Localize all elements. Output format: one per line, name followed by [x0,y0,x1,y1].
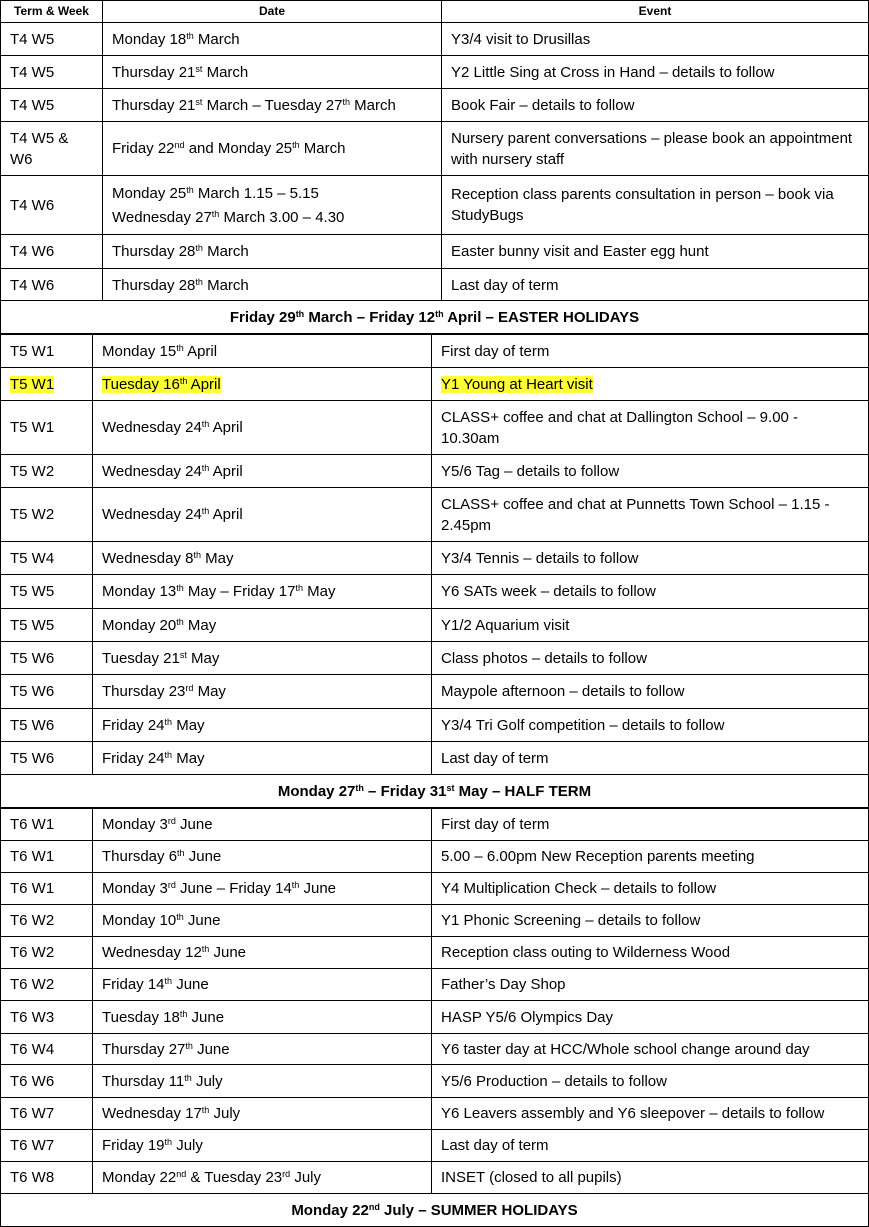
event-text: Y5/6 Production – details to follow [441,1072,667,1090]
date-cell [103,23,442,56]
term-week-text: T5 W1 [10,375,55,393]
event-text: Last day of term [441,1137,549,1154]
event-text: Y6 Leavers assembly and Y6 sleepover – details to follow [441,1105,825,1122]
holiday-band-text: Monday 27th – Friday 31st May – HALF TERM [277,782,592,800]
date-text: Monday 3rd June – Friday 14th June [102,880,337,897]
term-week-text: T6 W8 [10,1169,55,1186]
event-text: Reception class parents consultation in person – book via StudyBugs [451,186,834,224]
term-week-text: T6 W7 [10,1137,55,1154]
event-cell [432,841,869,873]
date-cell [93,1130,432,1162]
term-week-cell [1,335,93,368]
term-week-cell [1,809,93,841]
term-week-text: T4 W5 & W6 [10,129,69,168]
date-cell [103,269,442,302]
event-text: Y4 Multiplication Check – details to follow [441,880,717,897]
term-week-cell [1,455,93,488]
term-week-cell [1,176,103,235]
date-text: Monday 13th May – Friday 17th May [102,583,336,600]
date-text: Monday 10th June [102,912,221,929]
table-row [1,609,869,642]
date-text: Friday 19th July [102,1137,203,1154]
term-week-cell [1,969,93,1001]
term-week-text: T4 W6 [10,196,55,214]
term-week-cell [1,23,103,56]
term-week-cell [1,269,103,302]
table-row [1,1130,869,1162]
date-text: Wednesday 17th July [102,1105,241,1122]
event-text: Y6 SATs week – details to follow [441,583,656,600]
term-week-text: T4 W5 [10,30,55,48]
table-row [1,542,869,575]
event-cell [432,675,869,709]
date-text: Wednesday 27th March 3.00 – 4.30 [112,208,345,226]
event-text: Maypole afternoon – details to follow [441,683,685,700]
table-row [1,642,869,675]
term-week-cell [1,1130,93,1162]
date-cell [103,56,442,89]
term-week-cell [1,56,103,89]
event-text: Nursery parent conversations – please book an appointment with nursery staff [451,129,853,168]
date-cell [93,335,432,368]
event-text: Y1/2 Aquarium visit [441,616,570,634]
event-text: INSET (closed to all pupils) [441,1169,622,1186]
date-cell [93,642,432,675]
term-week-text: T6 W7 [10,1105,55,1122]
event-cell [442,235,869,269]
term-week-text: T6 W4 [10,1040,55,1058]
table-row [1,488,869,542]
date-cell [93,873,432,905]
date-cell [93,1065,432,1098]
term-week-text: T5 W6 [10,649,55,667]
event-text: Class photos – details to follow [441,649,647,667]
table-row [1,1001,869,1034]
date-text: Monday 15th April [102,342,218,360]
table-row [1,969,869,1001]
date-cell [93,969,432,1001]
term-week-cell [1,937,93,969]
term-week-text: T5 W5 [10,583,55,600]
term-week-text: T5 W2 [10,506,55,523]
table-row [1,23,869,56]
term-week-cell [1,401,93,455]
table-row [1,873,869,905]
event-text: Reception class outing to Wilderness Wood [441,944,731,961]
event-cell [432,401,869,455]
date-cell [93,1098,432,1130]
date-text: Thursday 28th March [112,243,249,260]
term-week-text: T6 W1 [10,880,55,897]
date-cell [93,488,432,542]
event-cell [432,368,869,401]
event-cell [442,23,869,56]
term-week-text: T4 W6 [10,243,55,260]
date-text: Friday 24th May [102,716,205,734]
event-cell [432,1162,869,1194]
date-cell [93,401,432,455]
event-cell [432,642,869,675]
event-text: Y3/4 Tennis – details to follow [441,549,639,567]
header-date: Date [103,1,442,23]
header-term-week: Term & Week [1,1,103,23]
term-week-text: T6 W3 [10,1008,55,1026]
table-row [1,235,869,269]
table-row [1,1065,869,1098]
term-week-text: T5 W6 [10,749,55,767]
date-text: Monday 25th March 1.15 – 5.15 [112,184,319,202]
event-cell [432,969,869,1001]
term-week-cell [1,542,93,575]
date-cell [93,905,432,937]
header-event: Event [442,1,869,23]
date-text: Thursday 27th June [102,1040,230,1058]
event-cell [432,905,869,937]
date-text: Thursday 28th March [112,276,249,294]
term-week-cell [1,575,93,609]
date-text: Monday 22nd & Tuesday 23rd July [102,1169,321,1186]
term-week-text: T5 W1 [10,342,55,360]
date-text: Wednesday 24th April [102,506,243,523]
table-row [1,937,869,969]
event-text: Easter bunny visit and Easter egg hunt [451,243,709,260]
event-text: Y1 Young at Heart visit [441,375,593,393]
term-week-cell [1,675,93,709]
event-cell [442,89,869,122]
term-week-text: T6 W2 [10,912,55,929]
event-text: CLASS+ coffee and chat at Dallington School – 9.00 - 10.30am [441,408,799,447]
term-week-cell [1,368,93,401]
table-row [1,841,869,873]
date-cell [93,1001,432,1034]
date-cell [93,1034,432,1065]
date-text: Friday 22nd and Monday 25th March [112,140,346,157]
event-text: Father’s Day Shop [441,976,566,993]
event-cell [432,609,869,642]
event-cell [432,937,869,969]
event-cell [432,809,869,841]
term-week-cell [1,89,103,122]
event-text: Last day of term [441,749,549,767]
date-text: Thursday 23rd May [102,683,226,700]
table-row [1,1098,869,1130]
event-text: First day of term [441,342,550,360]
date-text: Friday 14th June [102,976,209,993]
event-text: HASP Y5/6 Olympics Day [441,1008,614,1026]
calendar-table-1 [0,0,869,302]
term-week-cell [1,1034,93,1065]
term-week-text: T5 W2 [10,462,55,480]
date-cell [93,575,432,609]
date-cell [103,176,442,235]
table-row [1,905,869,937]
table-row [1,122,869,176]
term-week-text: T6 W1 [10,816,55,833]
event-text: Y3/4 visit to Drusillas [451,30,591,48]
holiday-band-text: Friday 29th March – Friday 12th April – EASTER HOLIDAYS [229,308,640,326]
date-text: Wednesday 24th April [102,419,243,436]
event-text: Y2 Little Sing at Cross in Hand – details to follow [451,63,775,81]
event-cell [432,1065,869,1098]
table-row [1,401,869,455]
term-week-cell [1,742,93,775]
event-text: First day of term [441,816,550,833]
event-cell [432,709,869,742]
event-cell [432,1034,869,1065]
date-cell [93,809,432,841]
date-cell [93,368,432,401]
term-week-cell [1,1001,93,1034]
term-week-cell [1,642,93,675]
term-week-text: T5 W1 [10,419,55,436]
term-week-text: T6 W2 [10,944,55,961]
event-text: Y1 Phonic Screening – details to follow [441,912,701,929]
event-cell [442,269,869,302]
date-text: Wednesday 8th May [102,549,234,567]
event-cell [432,455,869,488]
table-row [1,575,869,609]
date-cell [93,937,432,969]
event-cell [432,1130,869,1162]
event-text: 5.00 – 6.00pm New Reception parents meeting [441,848,755,865]
holiday-band [0,1193,869,1227]
table-row [1,269,869,302]
term-week-cell [1,488,93,542]
date-text: Wednesday 24th April [102,462,243,480]
term-week-cell [1,709,93,742]
table-row [1,89,869,122]
table-row [1,709,869,742]
event-cell [442,176,869,235]
term-week-cell [1,1065,93,1098]
event-cell [432,742,869,775]
date-text: Monday 20th May [102,616,217,634]
term-week-cell [1,609,93,642]
term-week-text: T5 W6 [10,716,55,734]
table-row [1,455,869,488]
term-week-text: T6 W1 [10,848,55,865]
event-cell [432,335,869,368]
date-text: Tuesday 16th April [102,375,221,393]
date-cell [103,122,442,176]
term-week-text: T6 W2 [10,976,55,993]
table-row [1,176,869,235]
holiday-band [0,300,869,334]
date-text: Tuesday 21st May [102,649,220,667]
date-cell [103,89,442,122]
date-cell [93,455,432,488]
event-text: CLASS+ coffee and chat at Punnetts Town School – 1.15 - 2.45pm [441,495,830,534]
table-row [1,809,869,841]
term-week-text: T5 W4 [10,549,55,567]
table-row [1,368,869,401]
term-week-text: T4 W5 [10,63,55,81]
table-row [1,1034,869,1065]
event-cell [432,873,869,905]
event-cell [432,1001,869,1034]
event-text: Last day of term [451,276,559,294]
date-text: Tuesday 18th June [102,1008,225,1026]
date-cell [103,235,442,269]
event-cell [432,542,869,575]
calendar-table-3 [0,808,869,1194]
term-week-cell [1,873,93,905]
date-cell [93,675,432,709]
event-cell [432,575,869,609]
term-week-cell [1,122,103,176]
event-text: Y6 taster day at HCC/Whole school change around day [441,1040,810,1058]
event-text: Y3/4 Tri Golf competition – details to follow [441,716,725,734]
date-text: Monday 18th March [112,30,240,48]
date-cell [93,609,432,642]
term-week-text: T4 W6 [10,276,55,294]
event-cell [442,56,869,89]
event-cell [442,122,869,176]
date-cell [93,841,432,873]
event-cell [432,488,869,542]
date-cell [93,709,432,742]
table-row [1,1162,869,1194]
term-week-cell [1,905,93,937]
date-text: Friday 24th May [102,749,205,767]
calendar-table-2 [0,334,869,775]
term-week-text: T4 W5 [10,96,55,114]
table-row [1,675,869,709]
date-text: Thursday 11th July [102,1072,223,1090]
holiday-band-text: Monday 22nd July – SUMMER HOLIDAYS [291,1201,578,1219]
event-cell [432,1098,869,1130]
term-week-text: T5 W6 [10,683,55,700]
date-cell [93,542,432,575]
holiday-band [0,774,869,808]
table-row [1,335,869,368]
table-row [1,742,869,775]
term-week-cell [1,841,93,873]
date-text: Thursday 21st March [112,63,249,81]
date-text: Thursday 21st March – Tuesday 27th March [112,96,396,114]
term-week-text: T6 W6 [10,1072,55,1090]
event-text: Y5/6 Tag – details to follow [441,462,620,480]
date-text: Wednesday 12th June [102,944,247,961]
term-week-cell [1,1162,93,1194]
date-cell [93,742,432,775]
event-text: Book Fair – details to follow [451,96,635,114]
date-text: Thursday 6th June [102,848,222,865]
date-text: Monday 3rd June [102,816,213,833]
table-row [1,56,869,89]
term-week-text: T5 W5 [10,616,55,634]
header-row [1,1,869,23]
term-week-cell [1,235,103,269]
term-week-cell [1,1098,93,1130]
date-cell [93,1162,432,1194]
